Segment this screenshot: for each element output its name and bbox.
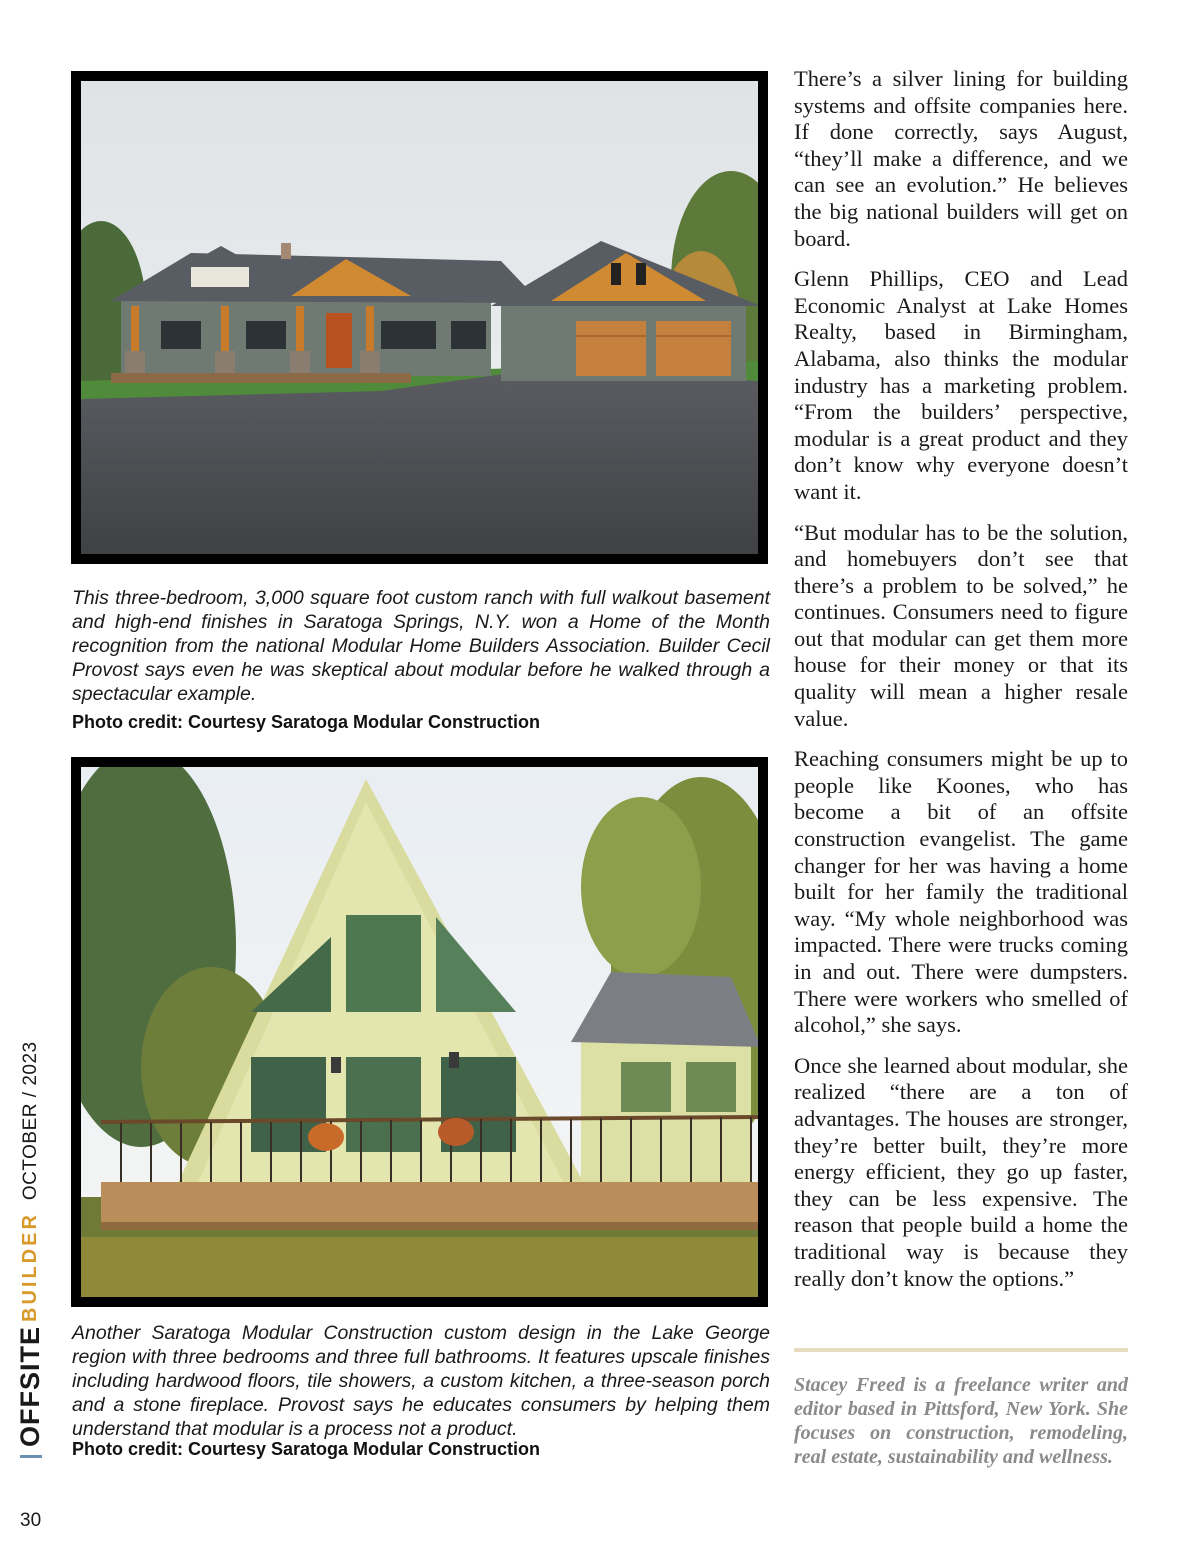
photo-ranch-house bbox=[71, 71, 768, 564]
brand-offsite: OFFSITE bbox=[15, 1326, 45, 1447]
article-paragraph: There’s a silver lining for building systems and offsite companies here. If done correctly, says August, “they’ll make a difference, and we can see an evolution.” He believes the big national builders will get on board. bbox=[794, 66, 1128, 251]
section-divider bbox=[794, 1348, 1128, 1352]
article-paragraph: Reaching consumers might be up to people like Koones, who has become a bit of an offsite construction evangelist. The game changer for her was having a home built for her family the traditional way. “My whole neighborhood was impacted. There were trucks coming in and out. There were dumpsters. There were workers who smelled of alcohol,” she says. bbox=[794, 746, 1128, 1038]
article-paragraph: Glenn Phillips, CEO and Lead Economic Analyst at Lake Homes Realty, based in Birmingham, Alabama, also thinks the modular industry has a marketing problem. “From the builders’ perspective, modular is a great product and they don’t know why everyone doesn’t want it. bbox=[794, 266, 1128, 504]
brand-builder: BUILDER bbox=[19, 1212, 41, 1322]
issue-date: OCTOBER / 2023 bbox=[19, 1041, 41, 1201]
photo-credit: Photo credit: Courtesy Saratoga Modular Construction bbox=[72, 1439, 541, 1459]
page-number: 30 bbox=[20, 1510, 42, 1531]
photo-caption: Another Saratoga Modular Construction custom design in the Lake George region with three bedrooms and three full bathrooms. It features upscale finishes including hardwood floors, tile showers, a custom kitchen, a three-season porch and a stone fireplace. Provost says he educates consumers by helping them understand that modular is a process not a product. bbox=[72, 1322, 770, 1440]
author-bio: Stacey Freed is a freelance writer and editor based in Pittsford, New York. She focuses on construction, remodeling, real estate, sustainability and wellness. bbox=[794, 1374, 1128, 1468]
magazine-side-label bbox=[15, 1038, 49, 1458]
photo-credit: Photo credit: Courtesy Saratoga Modular Construction bbox=[72, 712, 541, 732]
side-accent-bar bbox=[20, 1455, 42, 1458]
article-paragraph: “But modular has to be the solution, and homebuyers don’t see that there’s a problem to be solved,” he continues. Consumers need to figure out that modular can get them more house for their money or that its quality will mean a higher resale value. bbox=[794, 519, 1128, 731]
photo-a-frame-house bbox=[71, 757, 768, 1307]
photo-caption: This three-bedroom, 3,000 square foot custom ranch with full walkout basement and high-end finishes in Saratoga Springs, N.Y. won a Home of the Month recognition from the national Modular Home Builders Association. Builder Cecil Provost says even he was skeptical about modular before he walked through a spectacular example. bbox=[72, 587, 770, 705]
ranch-house-image bbox=[81, 81, 758, 554]
a-frame-house-image bbox=[81, 767, 758, 1297]
article-paragraph: Once she learned about modular, she realized “there are a ton of advantages. The houses are stronger, they’re better built, they’re more energy efficient, they go up faster, they can be less expensive. The reason that people build a home the traditional way is because they really don’t know the options.” bbox=[794, 1052, 1128, 1291]
article-body bbox=[794, 66, 1128, 1306]
